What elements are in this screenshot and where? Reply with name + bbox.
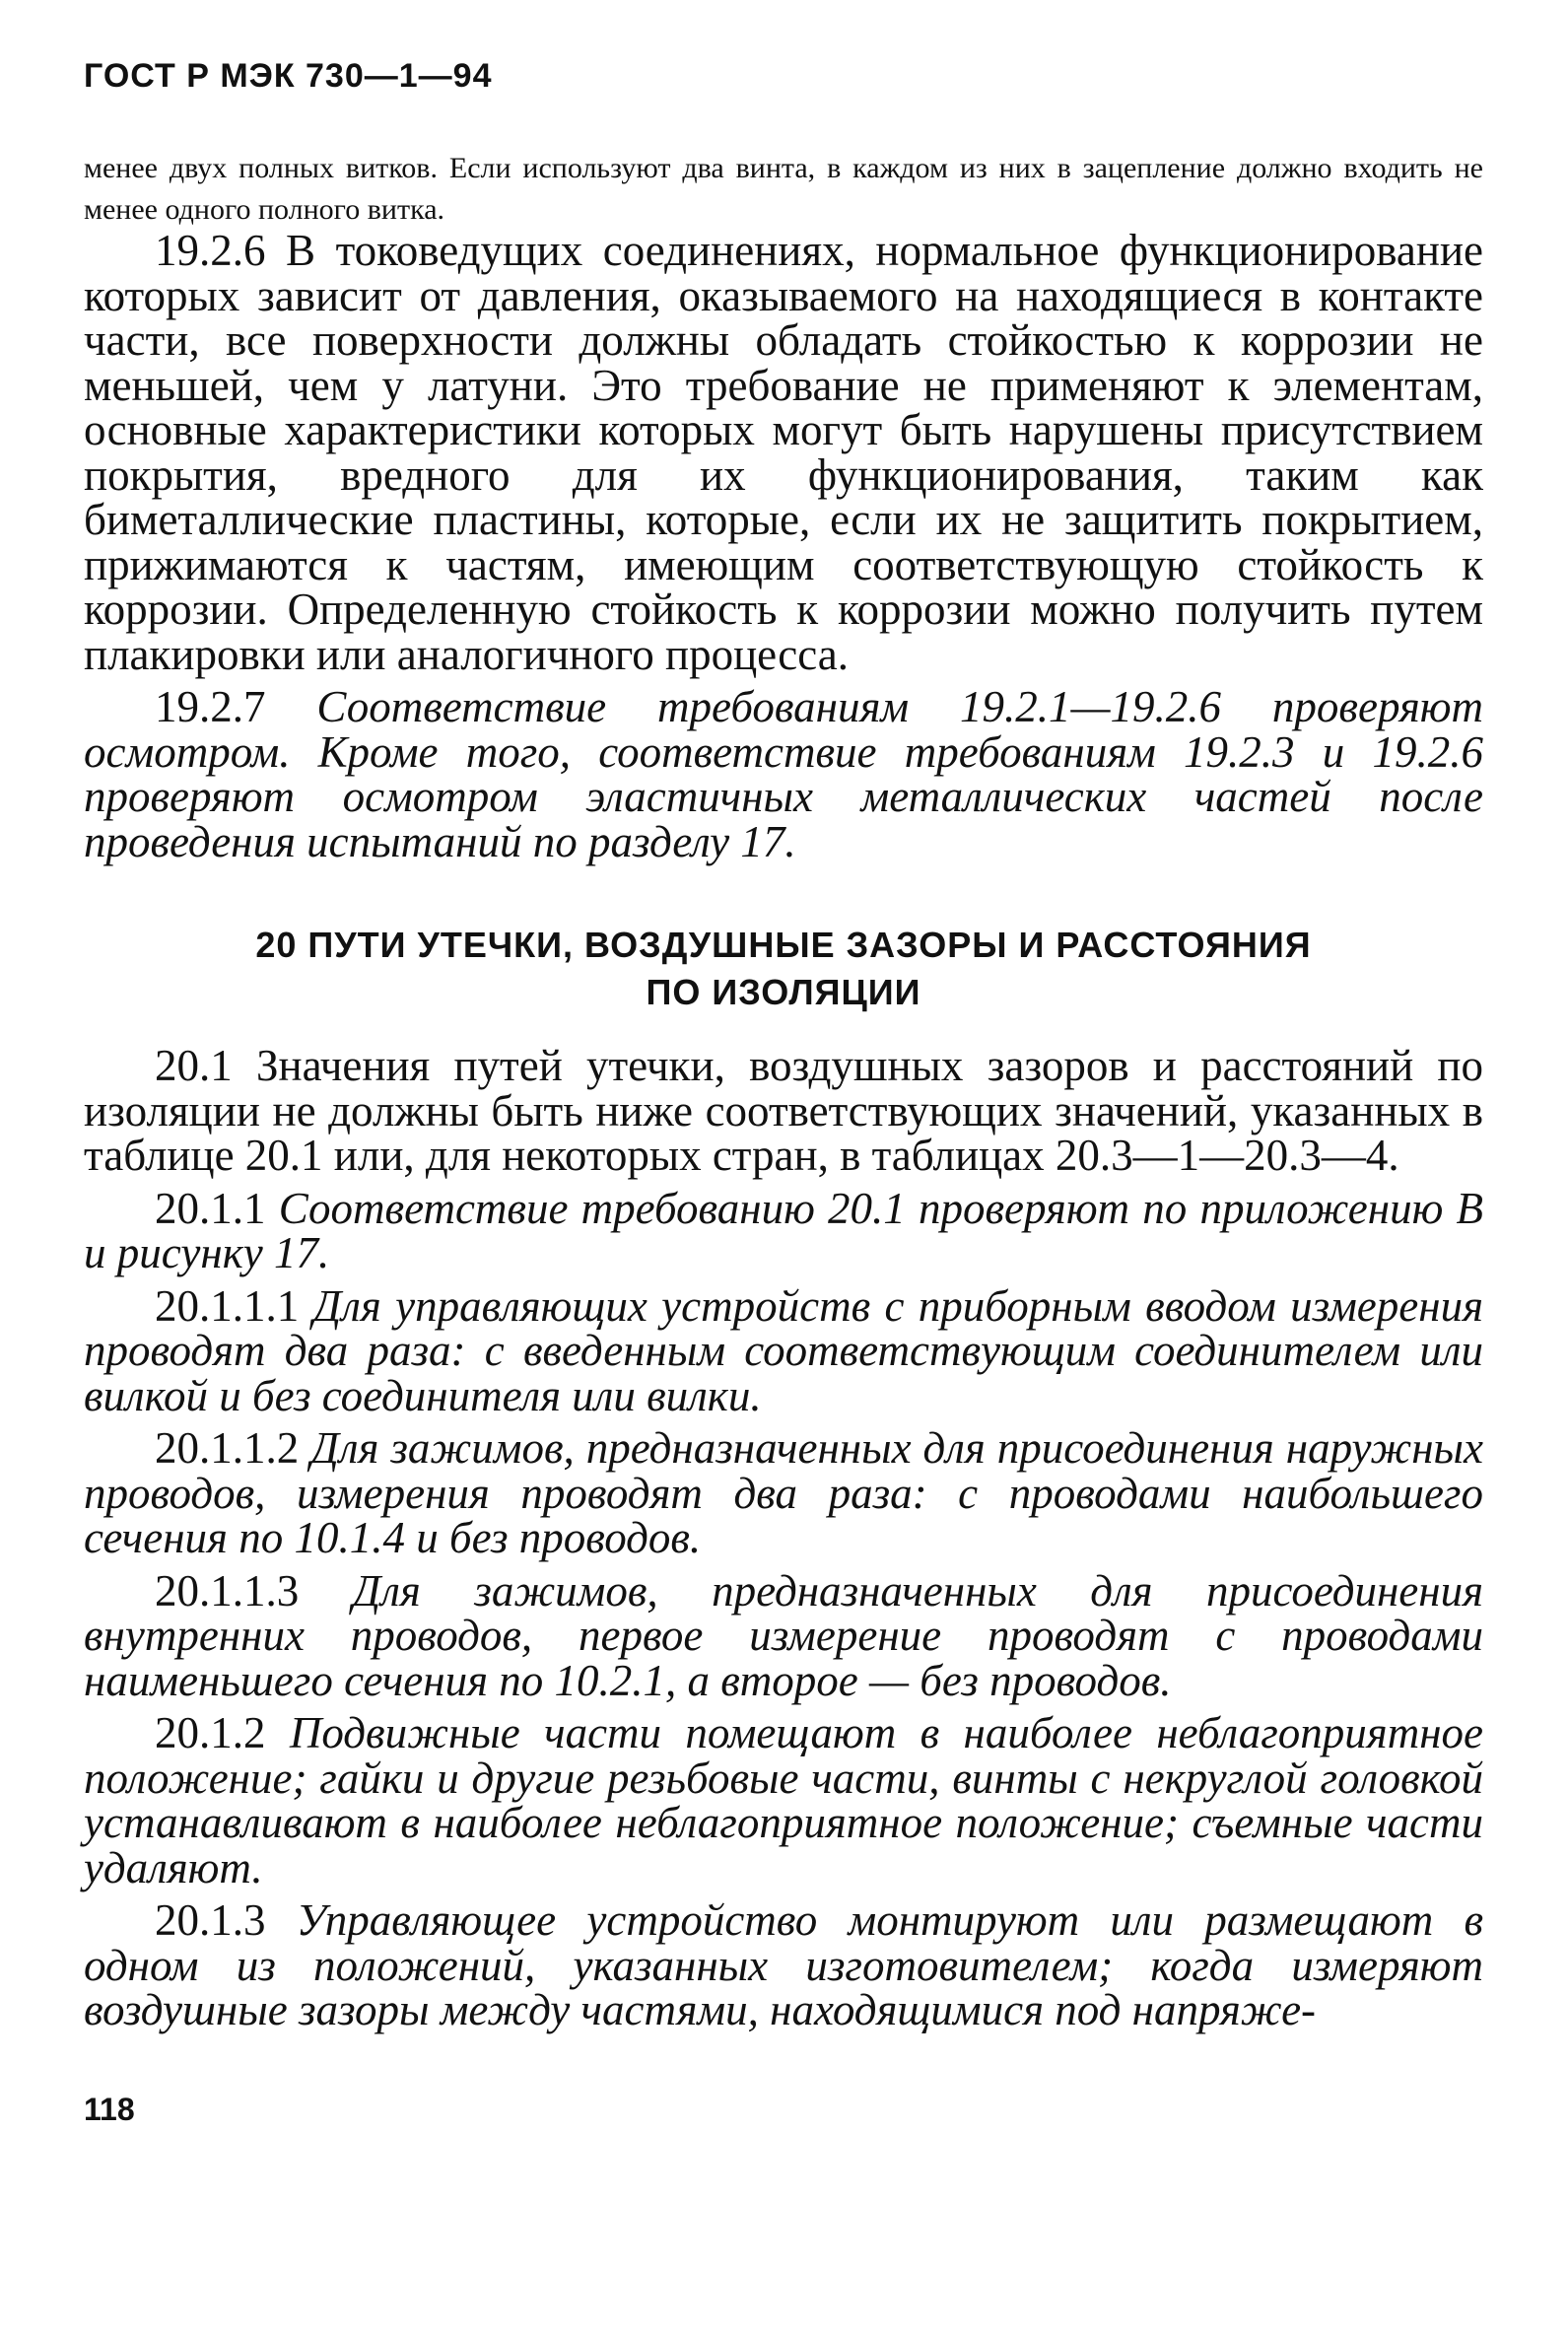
- paragraph-20-1-3: [84, 1895, 1484, 2034]
- paragraph-20-1-2: [84, 1708, 1484, 1892]
- clause-number: 19.2.6: [155, 226, 266, 275]
- paragraph-20-1: [84, 1041, 1483, 1180]
- running-header: ГОСТ Р МЭК 730—1—94: [84, 57, 493, 95]
- clause-text: Для управляющих устройств с приборным вводом измерения проводят два раза: с введенным соответствующим соединителем или вилкой и без соединителя или вилки.: [84, 1280, 1484, 1420]
- clause-number: 20.1.1.2: [155, 1423, 300, 1473]
- main-text: [84, 226, 1484, 2041]
- clause-number: 20.1.2: [155, 1708, 266, 1757]
- clause-text: Управляющее устройство монтируют или размещают в одном из положений, указанных изготовителем; когда измеряют воздушные зазоры между частями, находящимися под напряже-: [84, 1895, 1484, 2034]
- section-heading-line-1: 20 ПУТИ УТЕЧКИ, ВОЗДУШНЫЕ ЗАЗОРЫ И РАССТОЯНИЯ: [255, 925, 1312, 965]
- paragraph-20-1-1-3: [84, 1565, 1483, 1705]
- clause-number: 19.2.7: [155, 682, 266, 731]
- paragraph-20-1-1-2: [84, 1423, 1483, 1562]
- clause-number: 20.1: [155, 1041, 233, 1090]
- clause-text: Соответствие требованиям 19.2.1—19.2.6 проверяют осмотром. Кроме того, соответствие требованиям 19.2.3 и 19.2.6 проверяют осмотром эластичных металлических частей после проведения испытаний по разделу 17.: [84, 682, 1483, 866]
- clause-number: 20.1.1: [155, 1183, 266, 1233]
- paragraph-19-2-6: [84, 226, 1483, 679]
- clause-text: Для зажимов, предназначенных для присоединения внутренних проводов, первое измерение проводят с проводами наименьшего сечения по 10.2.1, а второе — без проводов.: [84, 1565, 1483, 1705]
- paragraph-19-2-7: [84, 682, 1483, 866]
- section-heading: [143, 922, 1424, 1016]
- clause-number: 20.1.1.3: [155, 1565, 300, 1616]
- continuation-text: менее двух полных витков. Если используют два винта, в каждом из них в зацепление должно входить не менее одного полного витка.: [84, 152, 1483, 226]
- page-number: 118: [84, 2092, 135, 2127]
- clause-text: Для зажимов, предназначенных для присоединения наружных проводов, измерения проводят два раза: с проводами наибольшего сечения по 10.1.4 и без проводов.: [84, 1423, 1483, 1562]
- clause-text: Соответствие требованию 20.1 проверяют по приложению В и рисунку 17.: [84, 1183, 1484, 1277]
- clause-number: 20.1.3: [155, 1895, 266, 1945]
- section-heading-line-2: ПО ИЗОЛЯЦИИ: [646, 972, 921, 1012]
- clause-text: В токоведущих соединениях, нормальное функционирование которых зависит от давления, оказываемого на находящиеся в контакте части, все поверхности должны обладать стойкостью к коррозии не меньшей, чем у латуни. Это требование не применяют к элементам, основные характеристики которых могут быть нарушены присутствием покрытия, вредного для их функционирования, таким как биметаллические пластины, которые, если их не защитить покрытием, прижимаются к частям, имеющим соответствующую стойкость к коррозии. Определенную стойкость к коррозии можно получить путем плакировки или аналогичного процесса.: [84, 226, 1483, 679]
- paragraph-20-1-1: [84, 1183, 1484, 1277]
- clause-number: 20.1.1.1: [155, 1280, 300, 1331]
- clause-text: Значения путей утечки, воздушных зазоров и расстояний по изоляции не должны быть ниже соответствующих значений, указанных в таблице 20.1 или, для некоторых стран, в таблицах 20.3—1—20.3—4.: [84, 1041, 1483, 1180]
- clause-text: Подвижные части помещают в наиболее неблагоприятное положение; гайки и другие резьбовые части, винты с некруглой головкой устанавливают в наиболее неблагоприятное положение; съемные части удаляют.: [84, 1708, 1484, 1892]
- paragraph-20-1-1-1: [84, 1280, 1484, 1420]
